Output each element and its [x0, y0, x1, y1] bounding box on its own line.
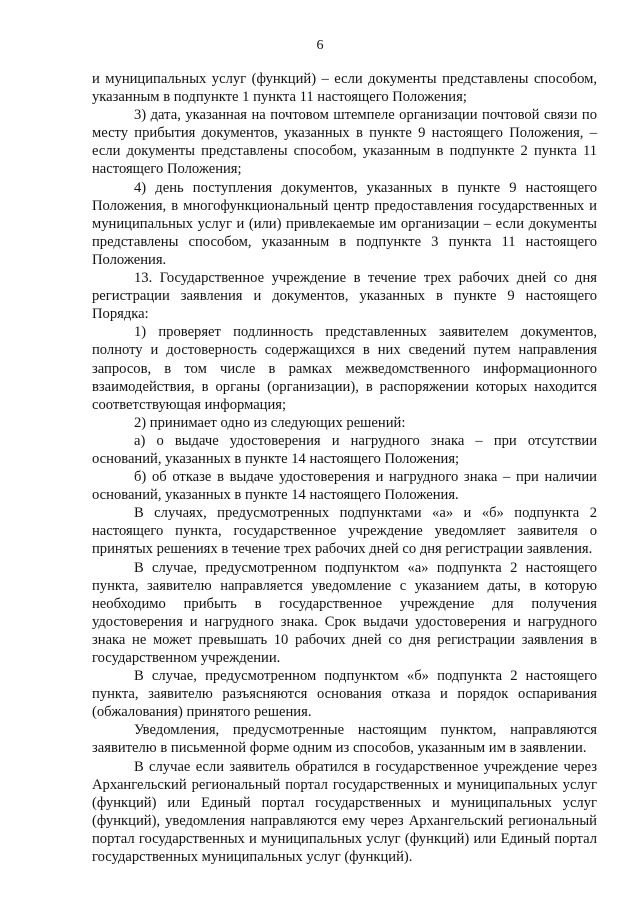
paragraph-subitem-2: 2) принимает одно из следующих решений:: [134, 414, 406, 431]
paragraph-case-a: В случае, предусмотренном подпунктом «а» подпункта 2 настоящего пункта, заявителю направляется уведомление с указанием даты, в которую необходимо прибыть в государственное учреждение для получения удостоверения и нагрудного знака. Срок выдачи удостоверения и нагрудного знака не может превышать 10 рабочих дней со дня регистрации заявления в государственном учреждении.: [92, 559, 597, 666]
paragraph-subitem-1: 1) проверяет подлинность представленных заявителем документов, полноту и достоверность содержащихся в них сведений путем направления запросов, в том числе в рамках межведомственного информационного взаимодействия, в органы (организации), в распоряжении которых находится соответствующая информация;: [92, 324, 597, 413]
paragraph-subitem-a: а) о выдаче удостоверения и нагрудного знака – при отсутствии оснований, указанных в пункте 14 настоящего Положения;: [92, 432, 597, 467]
paragraph-notification-form: Уведомления, предусмотренные настоящим пунктом, направляются заявителю в письменной форме одним из способов, указанным им в заявлении.: [92, 722, 597, 757]
paragraph-notification-cases: В случаях, предусмотренных подпунктами «а» и «б» подпункта 2 настоящего пункта, государственное учреждение уведомляет заявителя о принятых решениях в течение трех рабочих дней со дня регистрации заявления.: [92, 505, 597, 558]
paragraph-portal-notifications: В случае если заявитель обратился в государственное учреждение через Архангельский региональный портал государственных и муниципальных услуг (функций) или Единый портал государственных и муниципальных услуг (функций), уведомления направляются ему через Архангельский региональный портал государственных и муниципальных услуг (функций) или Единый портал государственных муниципальных услуг (функций).: [92, 758, 597, 866]
page-number: 6: [316, 38, 324, 53]
paragraph-case-b: В случае, предусмотренном подпунктом «б» подпункта 2 настоящего пункта, заявителю разъясняются основания отказа и порядок оспаривания (обжалования) принятого решения.: [92, 668, 597, 721]
paragraph-clause-13: 13. Государственное учреждение в течение трех рабочих дней со дня регистрации заявления и документов, указанных в пункте 9 настоящего Порядка:: [92, 270, 597, 323]
paragraph-continuation: и муниципальных услуг (функций) – если документы представлены способом, указанным в подпункте 1 пункта 11 настоящего Положения;: [92, 71, 597, 106]
paragraph-subitem-b: б) об отказе в выдаче удостоверения и нагрудного знака – при наличии оснований, указанных в пункте 14 настоящего Положения.: [92, 469, 597, 504]
document-body: [92, 70, 597, 866]
paragraph-item-3: 3) дата, указанная на почтовом штемпеле организации почтовой связи по месту прибытия документов, указанных в пункте 9 настоящего Положения, – если документы представлены способом, указанным в подпункте 2 пункта 11 настоящего Положения;: [92, 107, 597, 178]
paragraph-item-4: 4) день поступления документов, указанных в пункте 9 настоящего Положения, в многофункциональный центр предоставления государственных и муниципальных услуг и (или) привлекаемые им организации – если документы представлены способом, указанным в подпункте 3 пункта 11 настоящего Положения.: [92, 179, 597, 268]
